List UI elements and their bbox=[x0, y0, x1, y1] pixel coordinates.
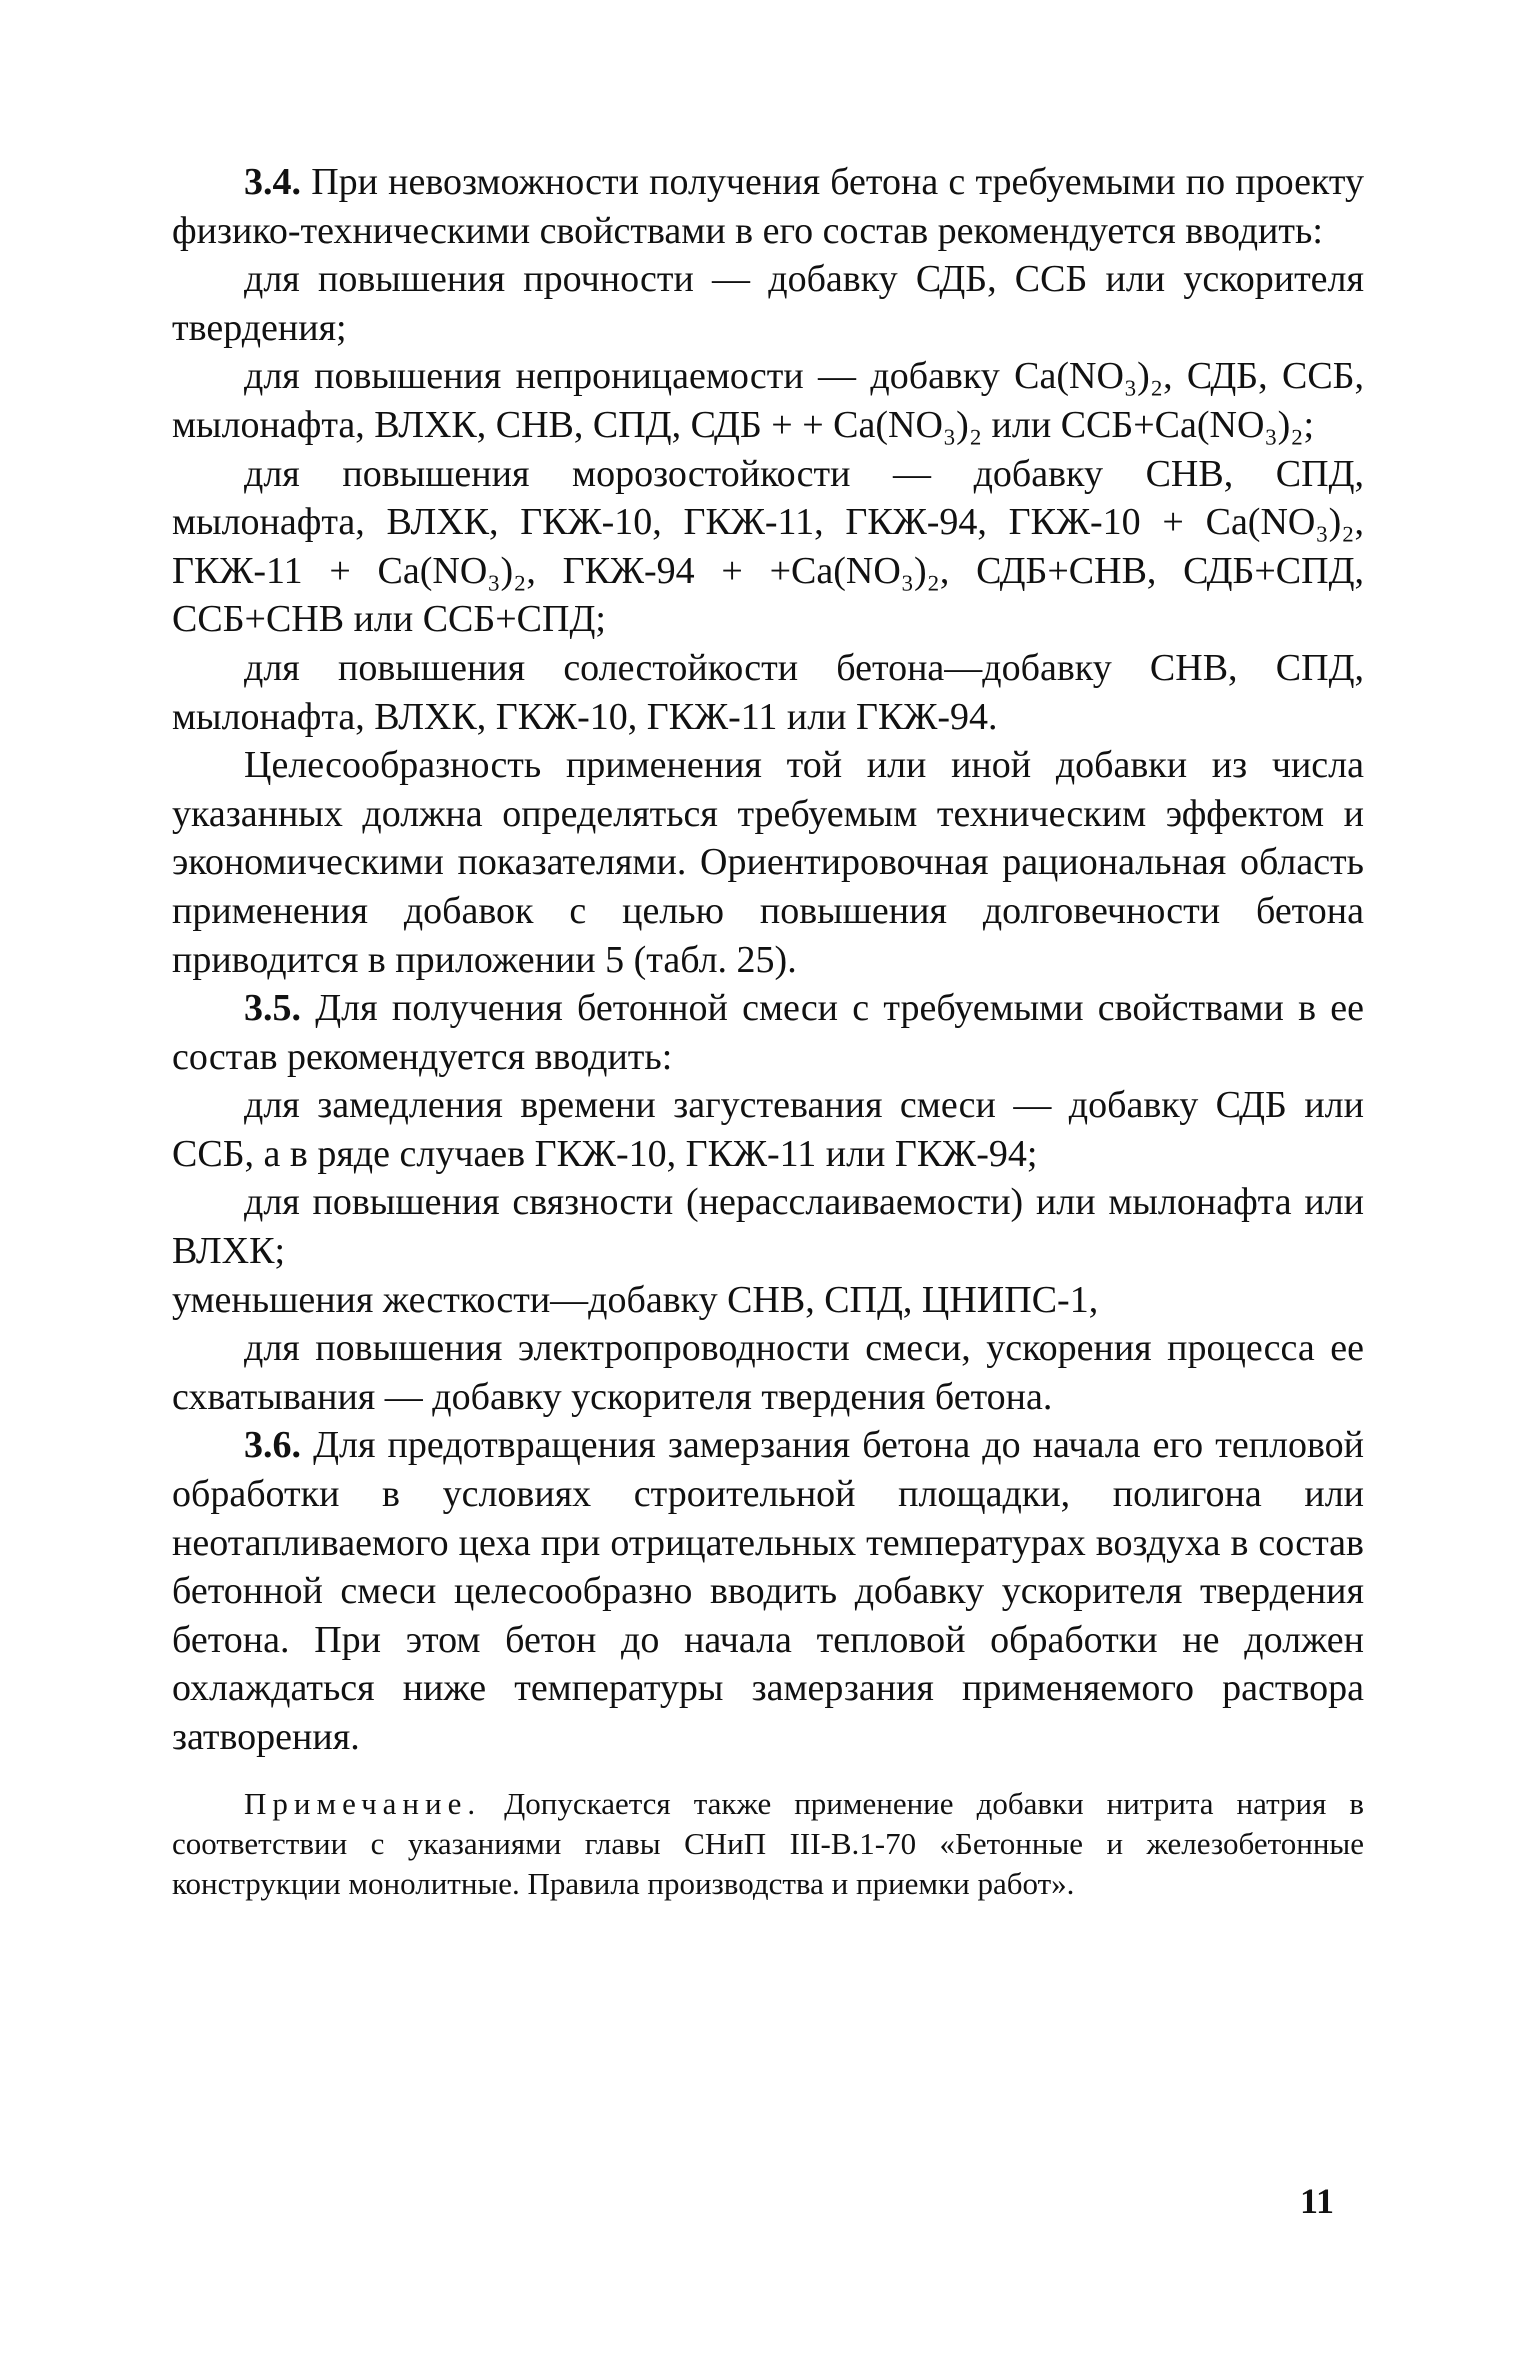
note-text: Допускается также применение добавки нитрита натрия в соответствии с указаниями главы СНиП III-В.1-70 «Бетонные и железобетонные конструкции монолитные. Правила производства и приемки работ». bbox=[172, 1785, 1365, 1901]
paragraph-salt-resistance bbox=[172, 644, 1364, 741]
paragraph-text: для повышения морозостойкости — добавку СНВ, СПД, мылонафта, ВЛХК, ГКЖ-10, ГКЖ-11, ГКЖ-94, ГКЖ-10 + Ca(NO₃)₂, ГКЖ-11 + Ca(NO₃)₂, ГКЖ-94 + +Ca(NO₃)₂, СДБ+СНВ, СДБ+СПД, ССБ+СНВ или ССБ+СПД; bbox=[172, 452, 1364, 641]
paragraph-stiffness bbox=[172, 1276, 1364, 1325]
page-body bbox=[172, 158, 1364, 1935]
page-number: 11 bbox=[1300, 2181, 1335, 2221]
paragraph-text: Для предотвращения замерзания бетона до начала его тепловой обработки в условиях строительной площадки, полигона или неотапливаемого цеха при отрицательных температурах воздуха в состав бетонной смеси целесообразно вводить добавку ускорителя твердения бетона. При этом бетон до начала тепловой обработки не должен охлаждаться ниже температуры замерзания применяемого раствора затворения. bbox=[172, 1424, 1365, 1758]
paragraph-text: для повышения солестойкости бетона—добавку СНВ, СПД, мылонафта, ВЛХК, ГКЖ-10, ГКЖ-11 или ГКЖ-94. bbox=[172, 646, 1364, 738]
paragraph-strength bbox=[172, 255, 1364, 352]
paragraph-frost-resistance bbox=[172, 450, 1364, 644]
paragraph-impermeability bbox=[172, 352, 1364, 449]
paragraph-conductivity bbox=[172, 1324, 1364, 1421]
paragraph-text: уменьшения жесткости—добавку СНВ, СПД, ЦНИПС-1, bbox=[172, 1278, 1099, 1321]
paragraph-3-4 bbox=[172, 158, 1364, 255]
paragraph-text: При невозможности получения бетона с требуемыми по проекту физико-техническими свойствами в его состав рекомендуется вводить: bbox=[172, 161, 1365, 252]
paragraph-3-6 bbox=[172, 1421, 1364, 1761]
paragraph-text: Целесообразность применения той или иной добавки из числа указанных должна определяться требуемым техническим эффектом и экономическими показателями. Ориентировочная рациональная область применения добавок с целью повышения долговечности бетона приводится в приложении 5 (табл. 25). bbox=[172, 744, 1364, 981]
paragraph-text: для повышения прочности — добавку СДБ, ССБ или ускорителя твердения; bbox=[172, 258, 1364, 349]
paragraph-setting-delay bbox=[172, 1081, 1364, 1178]
paragraph-text: Для получения бетонной смеси с требуемыми свойствами в ее состав рекомендуется вводить: bbox=[172, 987, 1364, 1078]
paragraph-text: для повышения непроницаемости — добавку Ca(NO₃)₂, СДБ, ССБ, мылонафта, ВЛХК, СНВ, СПД, СДБ + + Ca(NO₃)₂ или ССБ+Ca(NO₃)₂; bbox=[172, 355, 1364, 446]
clause-number: 3.5. bbox=[244, 987, 301, 1030]
paragraph-expediency bbox=[172, 741, 1364, 984]
paragraph-text: для повышения электропроводности смеси, ускорения процесса ее схватывания — добавку ускорителя твердения бетона. bbox=[172, 1327, 1364, 1418]
paragraph-cohesion bbox=[172, 1178, 1364, 1275]
footnote bbox=[172, 1784, 1364, 1904]
clause-number: 3.4. bbox=[244, 161, 301, 203]
paragraph-3-5 bbox=[172, 984, 1364, 1081]
paragraph-text: для повышения связности (нерасслаиваемости) или мылонафта или ВЛХК; bbox=[172, 1181, 1364, 1273]
note-label: Примечание. bbox=[244, 1785, 482, 1821]
paragraph-text: для замедления времени загустевания смеси — добавку СДБ или ССБ, а в ряде случаев ГКЖ-10, ГКЖ-11 или ГКЖ-94; bbox=[172, 1084, 1364, 1175]
clause-number: 3.6. bbox=[244, 1424, 301, 1467]
